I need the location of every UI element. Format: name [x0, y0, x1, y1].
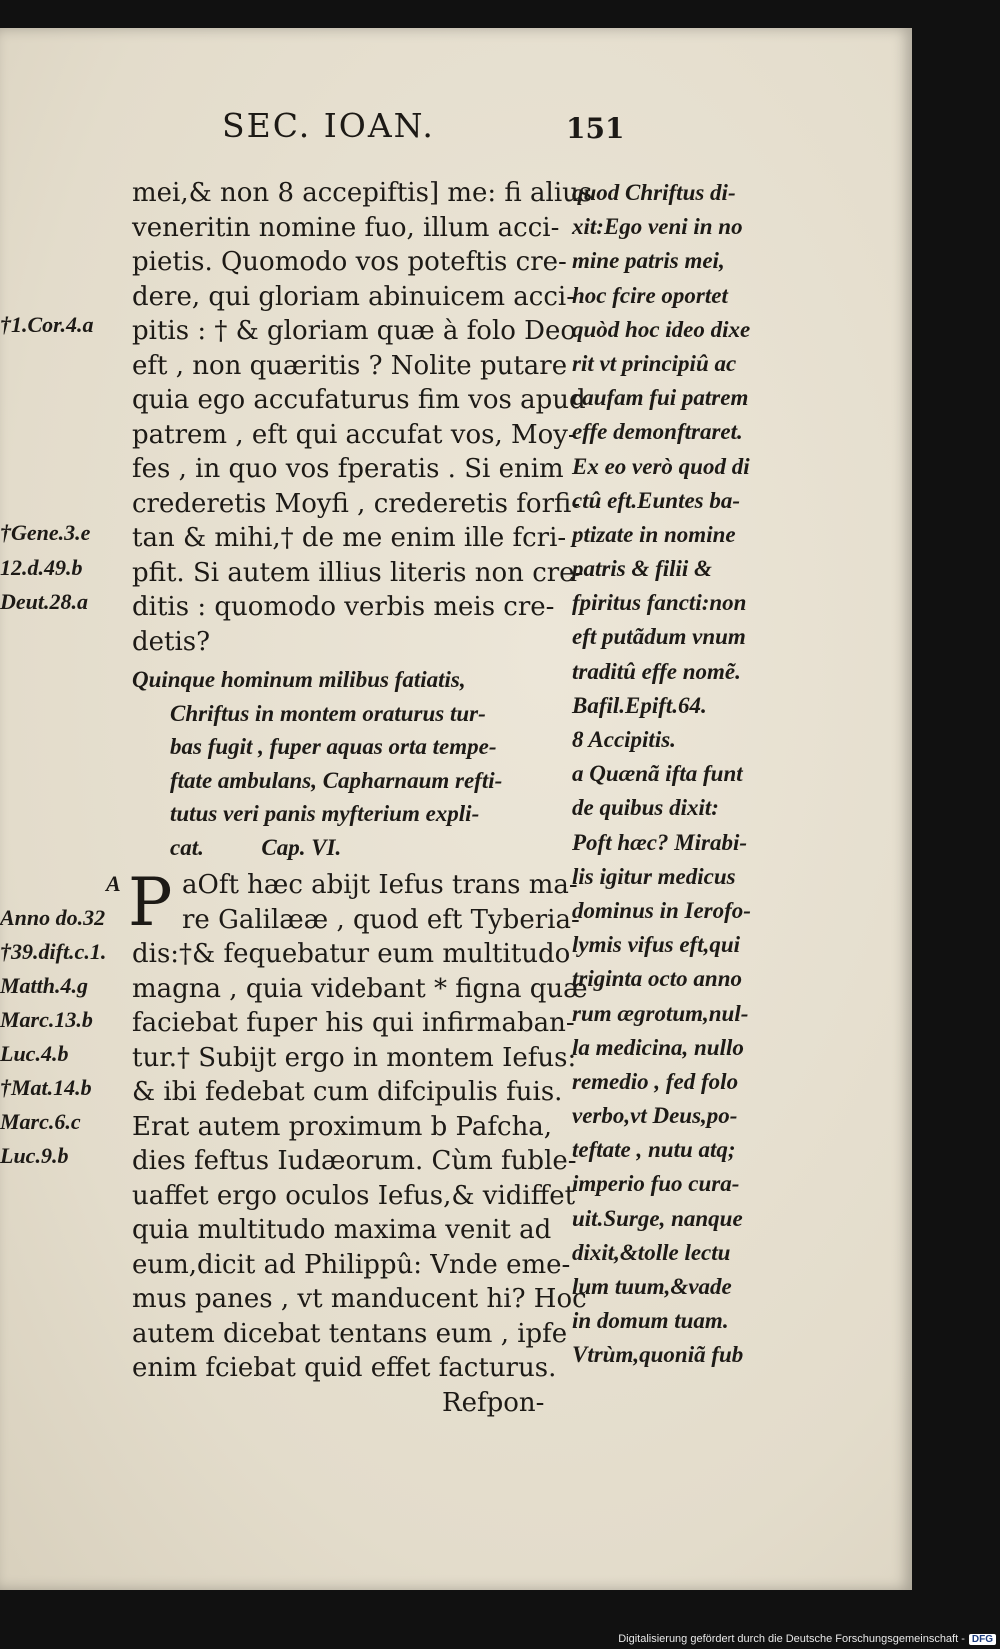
- gloss-line: remedio , fed folo: [572, 1068, 739, 1094]
- gloss-line: lis igitur medicus: [572, 863, 736, 889]
- gloss-line: verbo,vt Deus,po-: [572, 1103, 738, 1129]
- text-line: dis:†& fequebatur eum multitudo: [132, 939, 571, 969]
- gloss-line: traditû effe nomẽ.: [572, 658, 741, 684]
- gloss-line: quòd hoc ideo dixe: [572, 316, 751, 342]
- gloss-line: hoc fcire oportet: [572, 282, 728, 308]
- text-line: patrem , eft qui accufat vos, Moy-: [132, 419, 577, 450]
- gloss-line: fpiritus fancti:non: [572, 590, 747, 616]
- chapter-heading: cat. Cap. VI.: [170, 834, 342, 860]
- left-margin-references: [0, 28, 130, 1590]
- gloss-line: ptizate in nomine: [572, 521, 736, 547]
- text-line: enim fciebat quid effet facturus.: [132, 1353, 557, 1383]
- gloss-line: la medicina, nullo: [572, 1034, 744, 1060]
- text-line: magna , quia videbant * figna quæ: [132, 973, 588, 1004]
- text-line: pfit. Si autem illius literis non cre-: [132, 557, 584, 588]
- gloss-line: Ex eo verò quod di: [572, 453, 750, 479]
- digitization-credit: [618, 1633, 996, 1645]
- gloss-line: imperio fuo cura-: [572, 1171, 740, 1197]
- text-line: tur.† Subijt ergo in montem Iefus:: [132, 1042, 577, 1073]
- margin-reference: Luc.9.b: [0, 1143, 69, 1168]
- gloss-line: dixit,&tolle lectu: [572, 1239, 731, 1265]
- gloss-line: patris & filii &: [572, 556, 712, 582]
- text-line: ditis : quomodo verbis meis cre-: [132, 592, 555, 622]
- summary-line: Quinque hominum milibus fatiatis,: [132, 667, 466, 692]
- text-line: dere, qui gloriam abinuicem acci-: [132, 281, 575, 312]
- gloss-line: a Quænã ifta funt: [572, 761, 743, 787]
- text-line: crederetis Moyfi , crederetis forfi-: [132, 488, 581, 519]
- gloss-line: rum ægrotum,nul-: [572, 1000, 749, 1026]
- book-page: [0, 28, 912, 1590]
- gloss-line: dominus in Ierofo-: [572, 897, 751, 923]
- text-line: tan & mihi,† de me enim ille fcri-: [132, 523, 567, 553]
- text-line: Erat autem proximum b Pafcha,: [132, 1111, 553, 1142]
- chapter-text-column: [128, 864, 588, 1420]
- margin-reference: 12.d.49.b: [0, 555, 83, 580]
- text-line: faciebat fuper his qui infirmaban-: [132, 1008, 575, 1038]
- main-text-column: [132, 176, 593, 659]
- summary-line: Chriftus in montem oraturus tur-: [170, 700, 486, 726]
- gloss-line: de quibus dixit:: [572, 795, 719, 821]
- dfg-logo: DFG: [969, 1634, 996, 1645]
- margin-reference: Anno do.32: [0, 905, 106, 930]
- gloss-line: rit vt principiû ac: [572, 350, 737, 376]
- margin-reference: Luc.4.b: [0, 1041, 69, 1066]
- text-line: re Galilææ , quod eft Tyberia-: [182, 904, 580, 935]
- gloss-line: Poft hæc? Mirabi-: [572, 829, 748, 855]
- summary-line: bas fugit , fuper aquas orta tempe-: [170, 734, 497, 759]
- gloss-line: in domum tuam.: [572, 1308, 729, 1334]
- text-line: eum,dicit ad Philippû: Vnde eme-: [132, 1249, 571, 1280]
- text-line: quia ego accufaturus fim vos apud: [132, 385, 586, 415]
- margin-reference: †39.dift.c.1.: [0, 939, 107, 964]
- text-line: eft , non quæritis ? Nolite putare: [132, 350, 568, 381]
- gloss-line: eft putãdum vnum: [572, 624, 746, 650]
- margin-reference: †1.Cor.4.a: [0, 312, 94, 337]
- margin-reference: Deut.28.a: [0, 589, 88, 614]
- margin-reference: Marc.13.b: [0, 1007, 93, 1032]
- gloss-line: Bafil.Epift.64.: [572, 692, 707, 718]
- gloss-line: lum tuum,&vade: [572, 1274, 732, 1299]
- marginal-gloss-column: [572, 176, 792, 1373]
- text-line: uaffet ergo oculos Iefus,& vidiffet: [132, 1180, 576, 1211]
- text-line: & ibi fedebat cum difcipulis fuis.: [132, 1077, 563, 1107]
- summary-line: tutus veri panis myfterium expli-: [170, 801, 480, 826]
- gloss-line: caufam fui patrem: [572, 385, 749, 411]
- text-line: dies feftus Iudæorum. Cùm fuble-: [132, 1146, 577, 1176]
- text-line: quia multitudo maxima venit ad: [132, 1215, 552, 1245]
- chapter-summary: [132, 663, 567, 864]
- credit-text: Digitalisierung gefördert durch die Deutsche Forschungsgemeinschaft -: [618, 1633, 965, 1645]
- margin-reference: †Mat.14.b: [0, 1075, 92, 1100]
- gloss-line: Vtrùm,quoniã fub: [572, 1342, 744, 1368]
- text-line: mus panes , vt manducent hi? Hoc: [132, 1284, 587, 1314]
- text-line: veneritin nomine fuo, illum acci-: [132, 212, 560, 243]
- gloss-line: lymis vifus eft,qui: [572, 932, 741, 958]
- summary-line: ftate ambulans, Capharnaum refti-: [170, 767, 503, 793]
- text-line: fes , in quo vos fperatis . Si enim: [132, 454, 564, 484]
- running-title: SEC. IOAN.: [222, 106, 435, 145]
- margin-reference: Matth.4.g: [0, 973, 89, 998]
- gloss-line: effe demonftraret.: [572, 419, 743, 445]
- gloss-line: triginta octo anno: [572, 966, 742, 992]
- text-line: autem dicebat tentans eum , ipfe: [132, 1318, 568, 1349]
- gloss-line: quod Chriftus di-: [572, 180, 736, 205]
- text-line: mei,& non 8 accepiftis] me: fi alius: [132, 178, 593, 208]
- margin-reference: A: [106, 871, 121, 896]
- gloss-line: 8 Accipitis.: [572, 727, 676, 752]
- text-line: pitis : † & gloriam quæ à folo Deo: [132, 316, 577, 346]
- gloss-line: teftate , nutu atq;: [572, 1137, 736, 1163]
- margin-reference: Marc.6.c: [0, 1109, 81, 1134]
- page-number: 151: [566, 112, 625, 145]
- margin-reference: †Gene.3.e: [0, 520, 91, 545]
- gloss-line: xit:Ego veni in no: [572, 214, 743, 240]
- gloss-line: ctû eft.Euntes ba-: [572, 487, 741, 513]
- text-line: pietis. Quomodo vos poteftis cre-: [132, 247, 567, 277]
- text-line: detis?: [132, 626, 211, 657]
- drop-cap: P: [128, 864, 173, 941]
- gloss-line: uit.Surge, nanque: [572, 1205, 743, 1231]
- catchword: Refpon-: [442, 1387, 545, 1418]
- text-line: aOft hæc abijt Iefus trans ma-: [182, 870, 578, 900]
- gloss-line: mine patris mei,: [572, 248, 725, 274]
